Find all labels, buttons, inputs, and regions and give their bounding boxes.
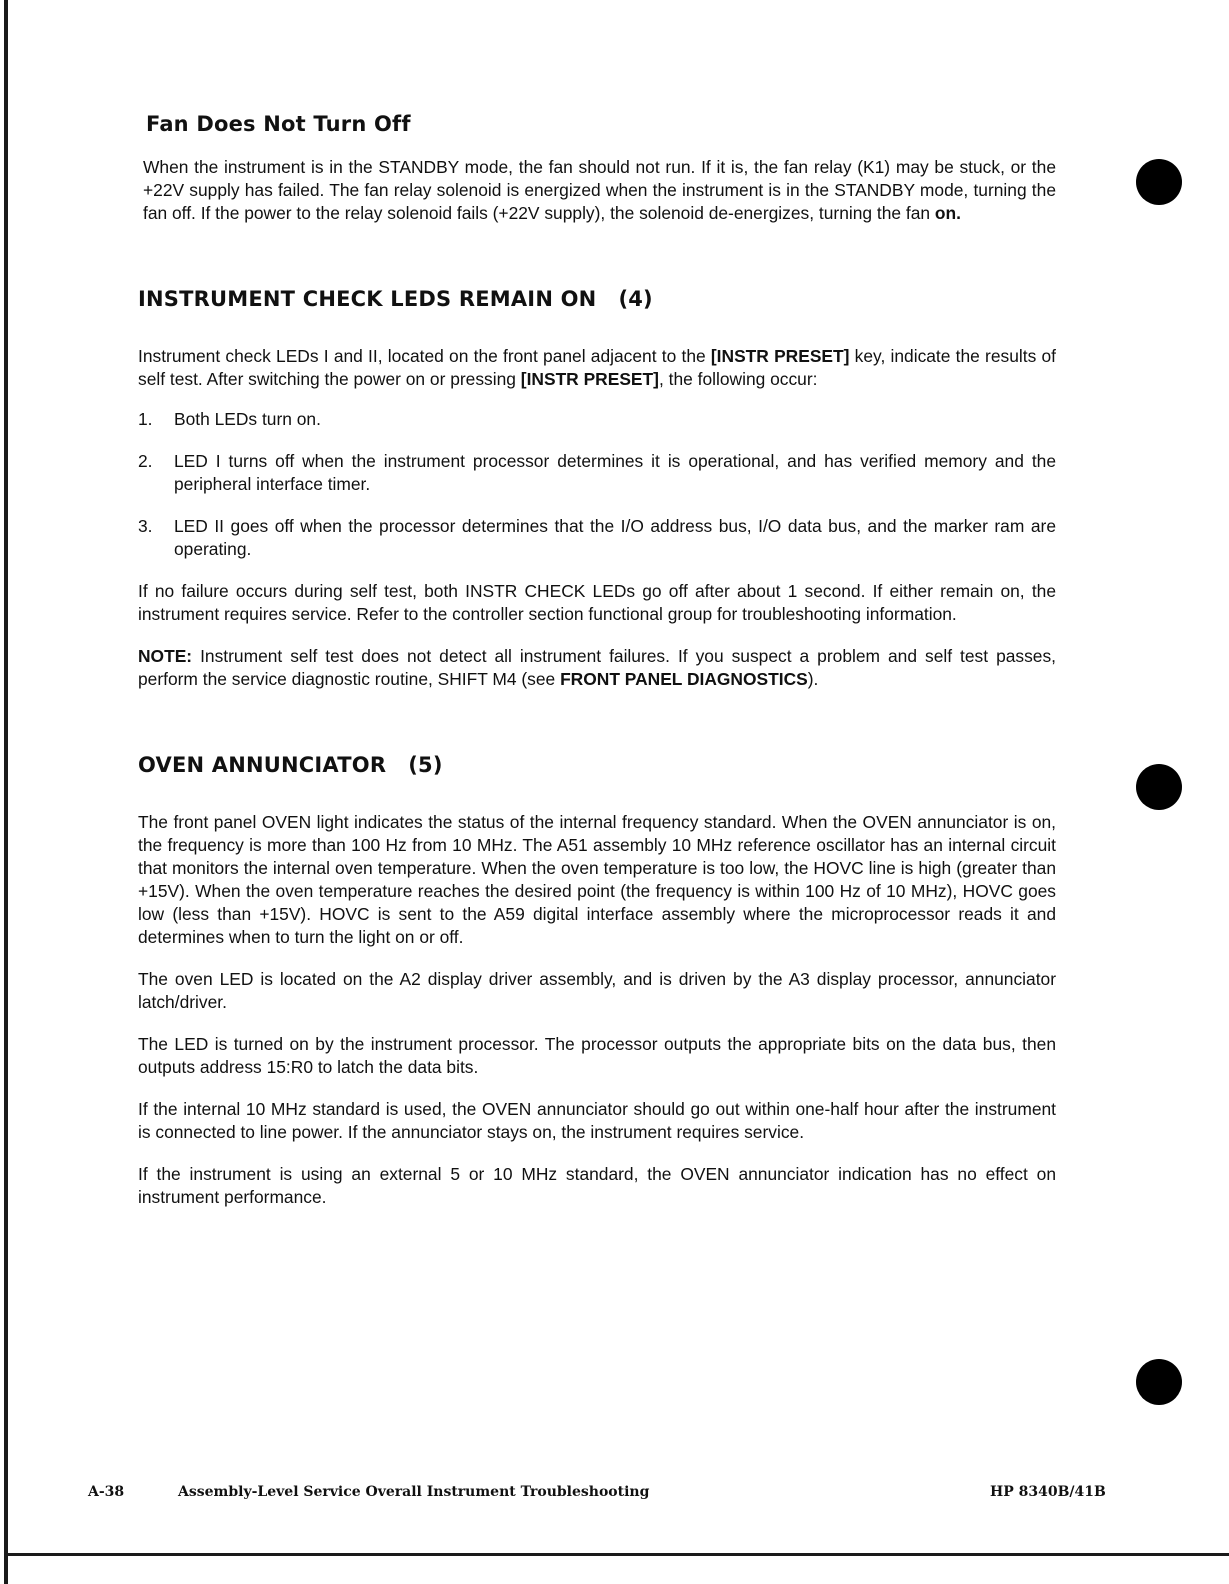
oven-paragraph-3: The LED is turned on by the instrument processor. The processor outputs the appropriate bits on the data bus, then outputs address 15:R0 to latch the data bits. xyxy=(138,1034,1056,1077)
oven-paragraph-2: The oven LED is located on the A2 display driver assembly, and is driven by the A3 display processor, annunciator latch/driver. xyxy=(138,969,1056,1012)
page-content xyxy=(138,112,1056,1209)
section-title-fan: Fan Does Not Turn Off xyxy=(146,112,411,136)
oven-paragraph-5: If the instrument is using an external 5 or 10 MHz standard, the OVEN annunciator indication has no effect on instrument performance. xyxy=(138,1164,1056,1207)
section-title-leds: INSTRUMENT CHECK LEDS REMAIN ON (4) xyxy=(138,287,653,311)
oven-paragraph-4: If the internal 10 MHz standard is used, the OVEN annunciator should go out within one-half hour after the instrument is connected to line power. If the annunciator stays on, the instrument requires service. xyxy=(138,1099,1056,1142)
footer-page-number: A-38 xyxy=(88,1484,125,1500)
note-paragraph: NOTE: Instrument self test does not detect all instrument failures. If you suspect a problem and self test passes, perform the service diagnostic routine, SHIFT M4 (see FRONT PANEL DIAGNOSTICS). xyxy=(138,646,1056,689)
bottom-margin-rule xyxy=(4,1553,1229,1556)
leds-failure-paragraph: If no failure occurs during self test, both INSTR CHECK LEDs go off after about 1 second. If either remain on, the instrument requires service. Refer to the controller section functional group for troubleshooting information. xyxy=(138,581,1056,624)
list-item: 3. LED II goes off when the processor determines that the I/O address bus, I/O data bus, and the marker ram are operating. xyxy=(138,516,1056,559)
binder-hole xyxy=(1136,159,1182,205)
left-margin-rule xyxy=(4,0,8,1584)
leds-intro-paragraph: Instrument check LEDs I and II, located on the front panel adjacent to the [INSTR PRESET] key, indicate the results of self test. After switching the power on or pressing [INSTR PRESET], the following occur: xyxy=(138,346,1056,389)
list-item: 1. Both LEDs turn on. xyxy=(138,409,321,429)
binder-hole xyxy=(1136,764,1182,810)
binder-hole xyxy=(1136,1359,1182,1405)
footer-title: Assembly-Level Service Overall Instrument Troubleshooting xyxy=(178,1484,650,1500)
section-title-oven: OVEN ANNUNCIATOR (5) xyxy=(138,753,443,777)
oven-paragraph-1: The front panel OVEN light indicates the status of the internal frequency standard. When the OVEN annunciator is on, the frequency is more than 100 Hz from 10 MHz. The A51 assembly 10 MHz reference oscillator has an internal circuit that monitors the internal oven temperature. When the oven temperature is too low, the HOVC line is high (greater than +15V). When the oven temperature reaches the desired point (the frequency is within 100 Hz of 10 MHz), HOVC goes low (less than +15V). HOVC is sent to the A59 digital interface assembly where the microprocessor reads it and determines when to turn the light on or off. xyxy=(138,812,1056,947)
footer-model: HP 8340B/41B xyxy=(990,1484,1106,1500)
list-item: 2. LED I turns off when the instrument processor determines it is operational, and has verified memory and the peripheral interface timer. xyxy=(138,451,1056,494)
fan-paragraph: When the instrument is in the STANDBY mode, the fan should not run. If it is, the fan relay (K1) may be stuck, or the +22V supply has failed. The fan relay solenoid is energized when the instrument is in the STANDBY mode, turning the fan off. If the power to the relay solenoid fails (+22V supply), the solenoid de-energizes, turning the fan on. xyxy=(143,157,1056,223)
